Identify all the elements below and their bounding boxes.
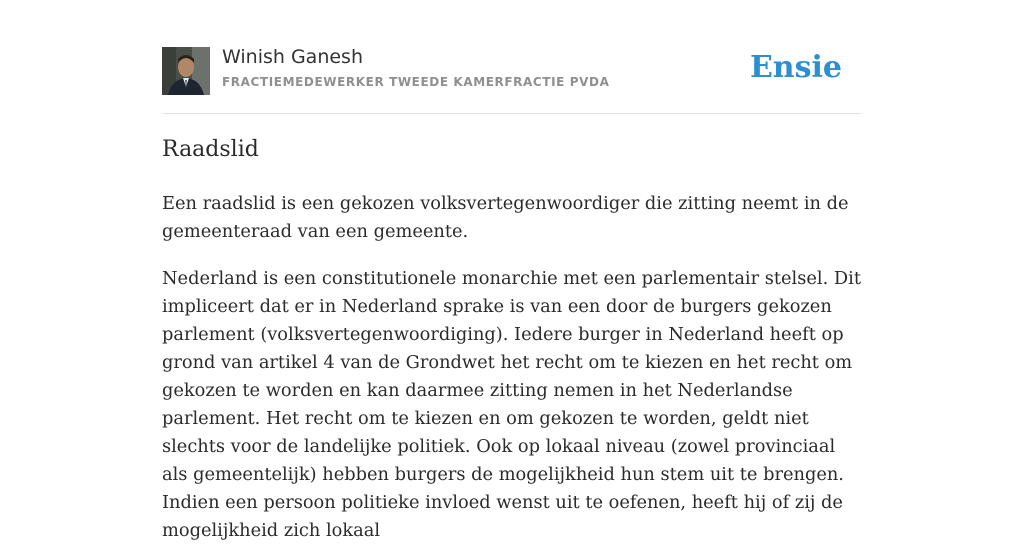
- header-divider: [162, 113, 862, 114]
- author-header: [162, 46, 862, 96]
- author-name[interactable]: Winish Ganesh: [222, 46, 363, 68]
- ensie-logo[interactable]: Ensie: [749, 50, 842, 85]
- author-role: FRACTIEMEDEWERKER TWEEDE KAMERFRACTIE PVDA: [222, 75, 610, 89]
- article-paragraph: Nederland is een constitutionele monarchie met een parlementair stelsel. Dit impliceert dat er in Nederland sprake is van een door de burgers gekozen parlement (volksvertegenwoordiging). Iedere burger in Nederland heeft op grond van artikel 4 van de Grondwet het recht om te kiezen en het recht om gekozen te worden en kan daarmee zitting nemen in het Nederlandse parlement. Het recht om te kiezen en om gekozen te worden, geldt niet slechts voor de landelijke politiek. Ook op lokaal niveau (zowel provinciaal als gemeentelijk) hebben burgers de mogelijkheid hun stem uit te brengen. Indien een persoon politieke invloed wenst uit te oefenen, heeft hij of zij de mogelijkheid zich lokaal: [162, 268, 861, 541]
- article-paragraph: Een raadslid is een gekozen volksvertegenwoordiger die zitting neemt in de gemeenteraad van een gemeente.: [162, 193, 849, 242]
- entry-card: [162, 0, 862, 541]
- author-avatar[interactable]: [162, 47, 210, 95]
- avatar-photo-icon: [162, 47, 210, 95]
- article-title: Raadslid: [162, 137, 259, 162]
